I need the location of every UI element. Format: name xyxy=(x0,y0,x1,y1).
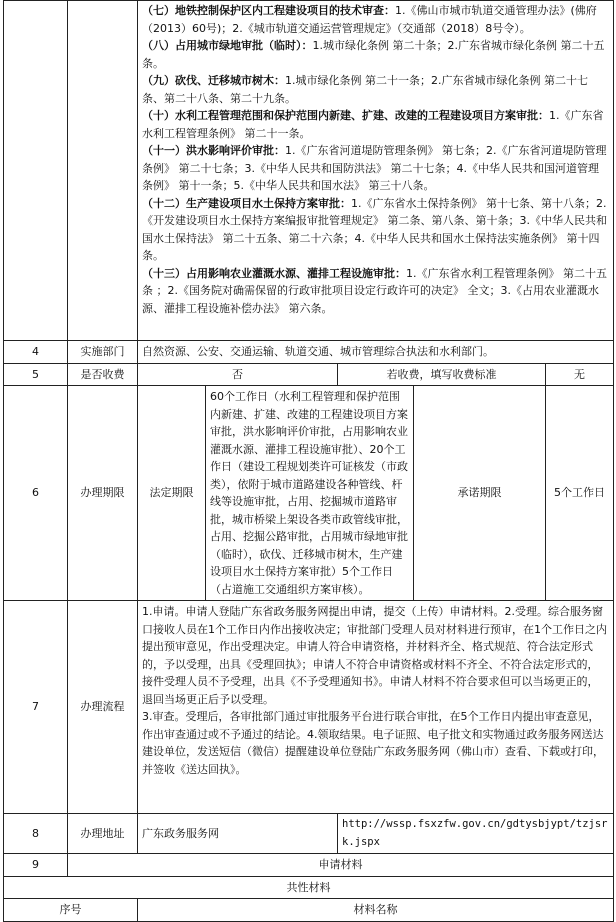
fee-value: 否 xyxy=(138,363,338,386)
materials-name-header: 材料名称 xyxy=(138,899,614,922)
legal-limit-value: 60个工作日（水利工程管理和保护范围内新建、扩建、改建的工程建设项目方案审批，洪水影响评价审批，占用影响农业灌溉水源、灌排工程设施审批）、20个工作日（建设工程规划类许可证核发（市政类），依附于城市道路建设各种管线、杆线等设施审批，占用、挖掘城市道路审批，城市桥梁上架设各类市政管线审批，占用、挖掘公路审批，占用城市绿地审批（临时），砍伐、迁移城市树木，生产建设项目水土保持方案审批）5个工作日（占道施工交通组织方案审核）。 xyxy=(206,386,414,601)
row-label: 是否收费 xyxy=(68,363,138,386)
approval-info-table xyxy=(3,0,614,922)
promise-limit-label: 承诺期限 xyxy=(414,386,546,601)
address-url-link[interactable]: http://wssp.fsxzfw.gov.cn/gdtysbjypt/tzjsrk.jspx xyxy=(338,814,614,854)
address-value: 广东政务服务网 xyxy=(138,814,338,854)
row-number: 8 xyxy=(4,814,68,854)
implementing-dept-row xyxy=(4,341,614,364)
legal-basis-item: （十二）生产建设项目水土保持方案审批：1.《广东省水土保持条例》 第十七条、第十八条；2.《开发建设项目水土保持方案编报审批管理规定》 第二条、第八条、第十条；3.《中华人民共和国水土保持法》 第二十五条、第二十六条；4.《中华人民共和国水土保持法实施条例》 第十四条。 xyxy=(142,196,607,262)
common-materials-heading: 共性材料 xyxy=(4,876,614,899)
legal-basis-item: （七）地铁控制保护区内工程建设项目的技术审查：1.《佛山市城市轨道交通管理办法》(佛府（2013）60号)；2.《城市轨道交通运营管理规定》（交通部（2018）8号令）。 xyxy=(142,4,597,35)
implementing-dept-value: 自然资源、公安、交通运输、轨道交通、城市管理综合执法和水利部门。 xyxy=(138,341,614,364)
row-number: 6 xyxy=(4,386,68,601)
process-row xyxy=(4,601,614,814)
row-label-cell xyxy=(68,1,138,341)
promise-limit-value: 5个工作日 xyxy=(546,386,614,601)
legal-limit-label: 法定期限 xyxy=(138,386,206,601)
fee-standard-value: 无 xyxy=(546,363,614,386)
row-number: 4 xyxy=(4,341,68,364)
legal-basis-row xyxy=(4,1,614,341)
process-value xyxy=(138,601,614,814)
fee-standard-label: 若收费，填写收费标准 xyxy=(338,363,546,386)
materials-number-header: 序号 xyxy=(4,899,138,922)
fee-row xyxy=(4,363,614,386)
row-number-cell xyxy=(4,1,68,341)
row-label: 实施部门 xyxy=(68,341,138,364)
legal-basis-item: （十）水利工程管理范围和保护范围内新建、扩建、改建的工程建设项目方案审批：1.《广东省水利工程管理条例》 第二十一条。 xyxy=(142,109,604,140)
row-number: 7 xyxy=(4,601,68,814)
legal-basis-item: （十三）占用影响农业灌溉水源、灌排工程设施审批：1.《广东省水利工程管理条例》 第二十五条 ；2.《国务院对确需保留的行政审批项目设定行政许可的决定》 全文；3.《占用农业灌溉水源、灌排工程设施补偿办法》 第六条。 xyxy=(142,266,607,315)
legal-basis-cell xyxy=(138,1,614,341)
row-number: 9 xyxy=(4,854,68,877)
legal-basis-item: （八）占用城市绿地审批（临时）：1.城市绿化条例 第二十条；2.广东省城市绿化条例 第二十五条。 xyxy=(142,39,605,70)
process-step: 3.审查。受理后，各审批部门通过审批服务平台进行联合审批，在5个工作日内提出审查意见，作出审查通过或不予通过的结论。4.领取结果。电子证照、电子批文和实物通过政务服务网送达建设单位，发送短信（微信）提醒建设单位登陆广东政务服务网（佛山市）查看、下载或打印，并签收《送达回执》。 xyxy=(142,710,604,776)
row-label: 办理期限 xyxy=(68,386,138,601)
legal-basis-item: （九）砍伐、迁移城市树木：1.城市绿化条例 第二十一条；2.广东省城市绿化条例 第二十七条、第二十八条、第二十九条。 xyxy=(142,74,588,105)
row-number: 5 xyxy=(4,363,68,386)
row-label: 办理流程 xyxy=(68,601,138,814)
legal-basis-item: （十一）洪水影响评价审批：1.《广东省河道堤防管理条例》 第七条；2.《广东省河道堤防管理条例》 第二十七条；3.《中华人民共和国防洪法》 第二十七条；4.《中华人民共和国河道管理条例》 第十一条；5.《中华人民共和国水法》 第三十八条。 xyxy=(142,144,607,192)
materials-row xyxy=(4,854,614,877)
process-step: 1.申请。申请人登陆广东省政务服务网提出申请，提交（上传）申请材料。2.受理。综合服务窗口接收人员在1个工作日内作出接收决定；审批部门受理人员对材料进行预审，在1个工作日之内提出预审意见，作出受理决定。申请人符合申请资格，并材料齐全、格式规范、符合法定形式的，予以受理，出具《受理回执》；申请人不符合申请资格或材料不齐全、不符合法定形式的，接件受理人员不予受理，出具《不予受理通知书》。申请人材料不符合要求但可以当场更正的，退回当场更正后予以受理。 xyxy=(142,605,607,706)
row-label: 办理地址 xyxy=(68,814,138,854)
materials-header-row xyxy=(4,899,614,922)
materials-heading: 申请材料 xyxy=(68,854,614,877)
common-materials-row xyxy=(4,876,614,899)
time-limit-row xyxy=(4,386,614,601)
